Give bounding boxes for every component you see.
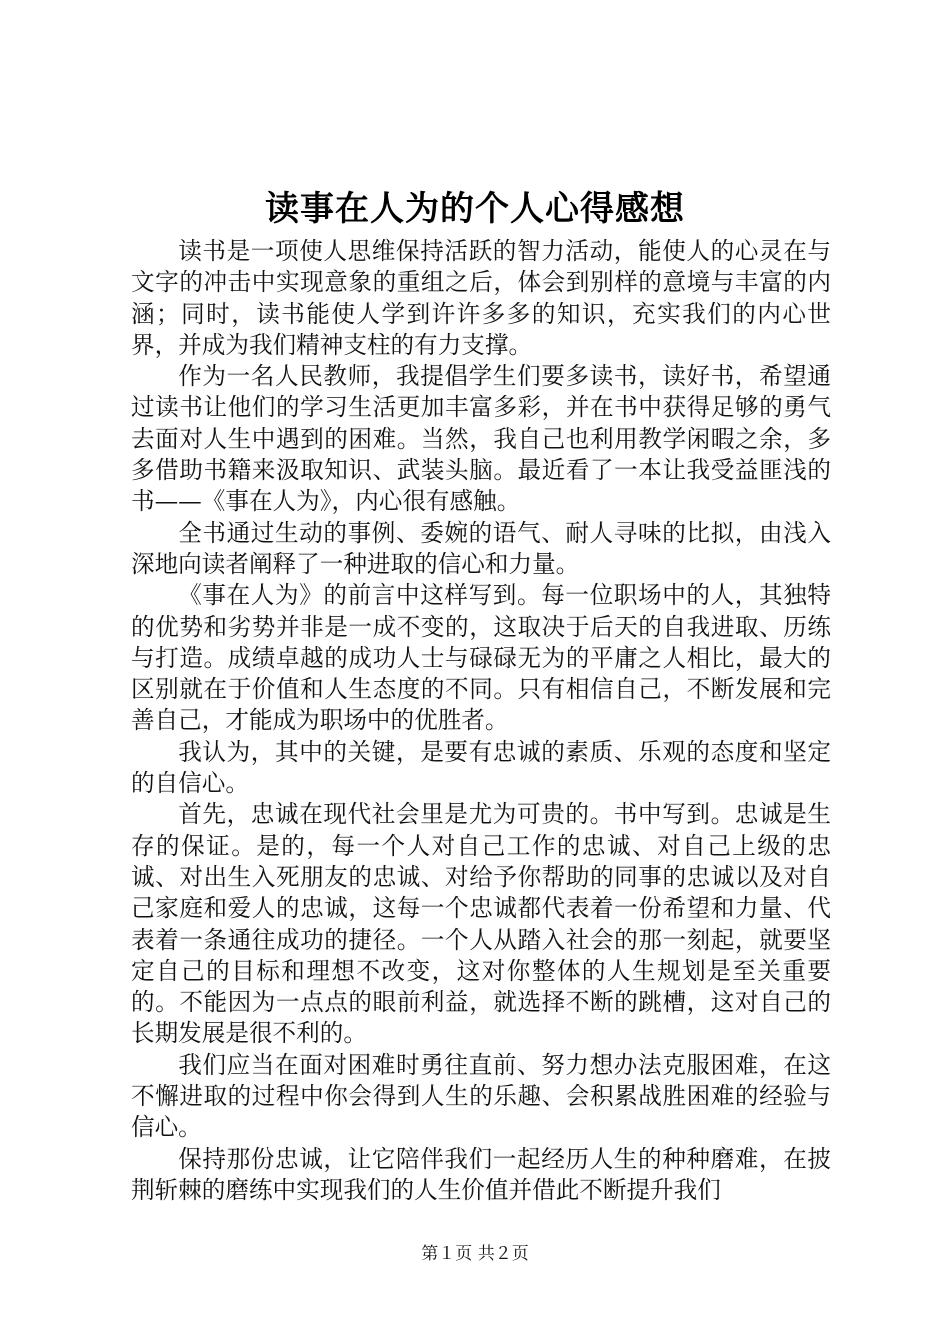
- paragraph-7: 我们应当在面对困难时勇往直前、努力想办法克服困难，在这不懈进取的过程中你会得到人生的乐趣、会积累战胜困难的经验与信心。: [131, 1050, 831, 1142]
- paragraph-2: 作为一名人民教师，我提倡学生们要多读书，读好书，希望通过读书让他们的学习生活更加丰富多彩，并在书中获得足够的勇气去面对人生中遇到的困难。当然，我自己也利用教学闲暇之余，多多借助书籍来汲取知识、武装头脑。最近看了一本让我受益匪浅的书——《事在人为》，内心很有感触。: [131, 362, 831, 516]
- paragraph-1: 读书是一项使人思维保持活跃的智力活动，能使人的心灵在与文字的冲击中实现意象的重组之后，体会到别样的意境与丰富的内涵；同时，读书能使人学到许许多多的知识，充实我们的内心世界，并成为我们精神支柱的有力支撑。: [131, 237, 831, 359]
- document-title: 读事在人为的个人心得感想: [265, 189, 685, 229]
- paragraph-5: 我认为，其中的关键，是要有忠诚的素质、乐观的态度和坚定的自信心。: [131, 737, 831, 798]
- paragraph-6: 首先，忠诚在现代社会里是尤为可贵的。书中写到。忠诚是生存的保证。是的，每一个人对自己工作的忠诚、对自己上级的忠诚、对出生入死朋友的忠诚、对给予你帮助的同事的忠诚以及对自己家庭和爱人的忠诚，这每一个忠诚都代表着一份希望和力量、代表着一条通往成功的捷径。一个人从踏入社会的那一刻起，就要坚定自己的目标和理想不改变，这对你整体的人生规划是至关重要的。不能因为一点点的眼前利益，就选择不断的跳槽，这对自己的长期发展是很不利的。: [131, 800, 831, 1048]
- paragraph-3: 全书通过生动的事例、委婉的语气、耐人寻味的比拟，由浅入深地向读者阐释了一种进取的信心和力量。: [131, 518, 831, 578]
- paragraph-8: 保持那份忠诚，让它陪伴我们一起经历人生的种种磨难，在披荆斩棘的磨练中实现我们的人生价值并借此不断提升我们: [131, 1144, 831, 1204]
- document-body: [131, 236, 831, 1206]
- paragraph-4: 《事在人为》的前言中这样写到。每一位职场中的人，其独特的优势和劣势并非是一成不变的，这取决于后天的自我进取、历练与打造。成绩卓越的成功人士与碌碌无为的平庸之人相比，最大的区别就在于价值和人生态度的不同。只有相信自己，不断发展和完善自己，才能成为职场中的优胜者。: [131, 581, 831, 735]
- page-number-footer: 第１页 共２页: [421, 1244, 529, 1264]
